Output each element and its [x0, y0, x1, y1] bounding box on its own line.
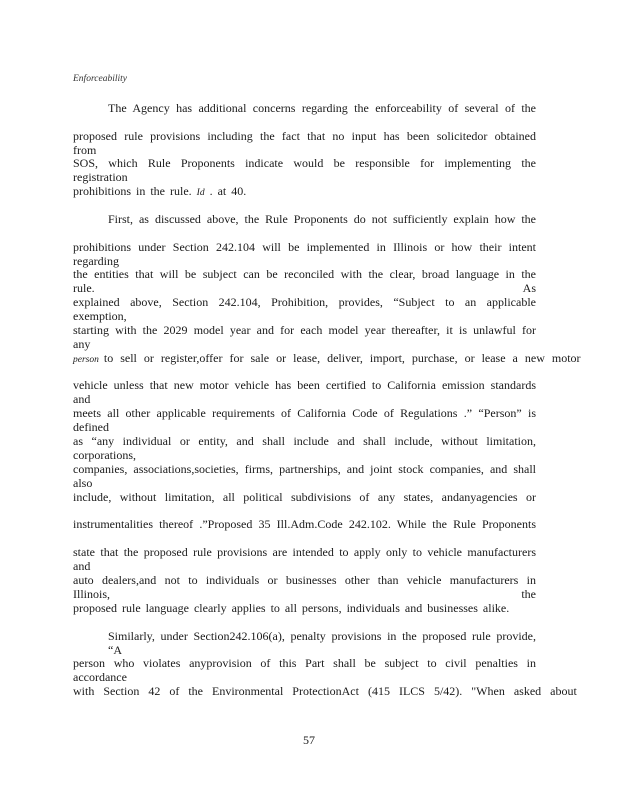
- paragraph-text: to sell or register,offer for sale or lease, deliver, import, purchase, or lease a new motor: [103, 351, 581, 365]
- paragraph-line: vehicle unless that new motor vehicle has been certified to California emission standards and: [73, 378, 536, 406]
- paragraph-line: proposed rule language clearly applies to all persons, individuals and businesses alike.: [73, 601, 510, 615]
- paragraph-line: starting with the 2029 model year and for each model year thereafter, it is unlawful for any: [73, 323, 536, 351]
- page-number: 57: [303, 733, 315, 747]
- section-heading: Enforceability: [73, 74, 127, 84]
- paragraph-line: the entities that will be subject can be reconciled with the clear, broad language in the rule. As: [73, 267, 536, 295]
- paragraph-line: Similarly, under Section242.106(a), penalty provisions in the proposed rule provide, “A: [108, 629, 536, 657]
- paragraph-line: The Agency has additional concerns regarding the enforceability of several of the: [108, 101, 536, 115]
- paragraph-line: instrumentalities thereof .”Proposed 35 Ill.Adm.Code 242.102. While the Rule Proponents: [73, 517, 536, 531]
- paragraph-line: meets all other applicable requirements of California Code of Regulations .” “Person” is defined: [73, 406, 536, 434]
- paragraph-line: person who violates anyprovision of this Part shall be subject to civil penalties in accordance: [73, 656, 536, 684]
- paragraph-line: SOS, which Rule Proponents indicate would be responsible for implementing the registration: [73, 156, 536, 184]
- paragraph-line: state that the proposed rule provisions are intended to apply only to vehicle manufacturers and: [73, 545, 536, 573]
- paragraph-line: companies, associations,societies, firms, partnerships, and joint stock companies, and shall also: [73, 462, 536, 490]
- paragraph-line: as “any individual or entity, and shall include and shall include, without limitation, corporations,: [73, 434, 536, 462]
- paragraph-text: . at 40.: [209, 184, 247, 198]
- citation-id: Id: [196, 188, 205, 198]
- paragraph-line: with Section 42 of the Environmental ProtectionAct (415 ILCS 5/42). "When asked about: [73, 684, 577, 698]
- paragraph-line: First, as discussed above, the Rule Proponents do not sufficiently explain how the: [108, 212, 536, 226]
- paragraph-line: prohibitions under Section 242.104 will be implemented in Illinois or how their intent regarding: [73, 240, 536, 268]
- paragraph-line: proposed rule provisions including the fact that no input has been solicitedor obtained from: [73, 129, 536, 157]
- paragraph-line: explained above, Section 242.104, Prohibition, provides, “Subject to an applicable exemption,: [73, 295, 536, 323]
- paragraph-text: prohibitions in the rule.: [73, 184, 192, 198]
- paragraph-line: include, without limitation, all political subdivisions of any states, andanyagencies or: [73, 490, 536, 504]
- defined-term: person: [73, 355, 99, 365]
- paragraph-line: [73, 351, 581, 367]
- paragraph-line: auto dealers,and not to individuals or businesses other than vehicle manufacturers in Illinois, the: [73, 573, 536, 601]
- paragraph-line: [73, 184, 536, 200]
